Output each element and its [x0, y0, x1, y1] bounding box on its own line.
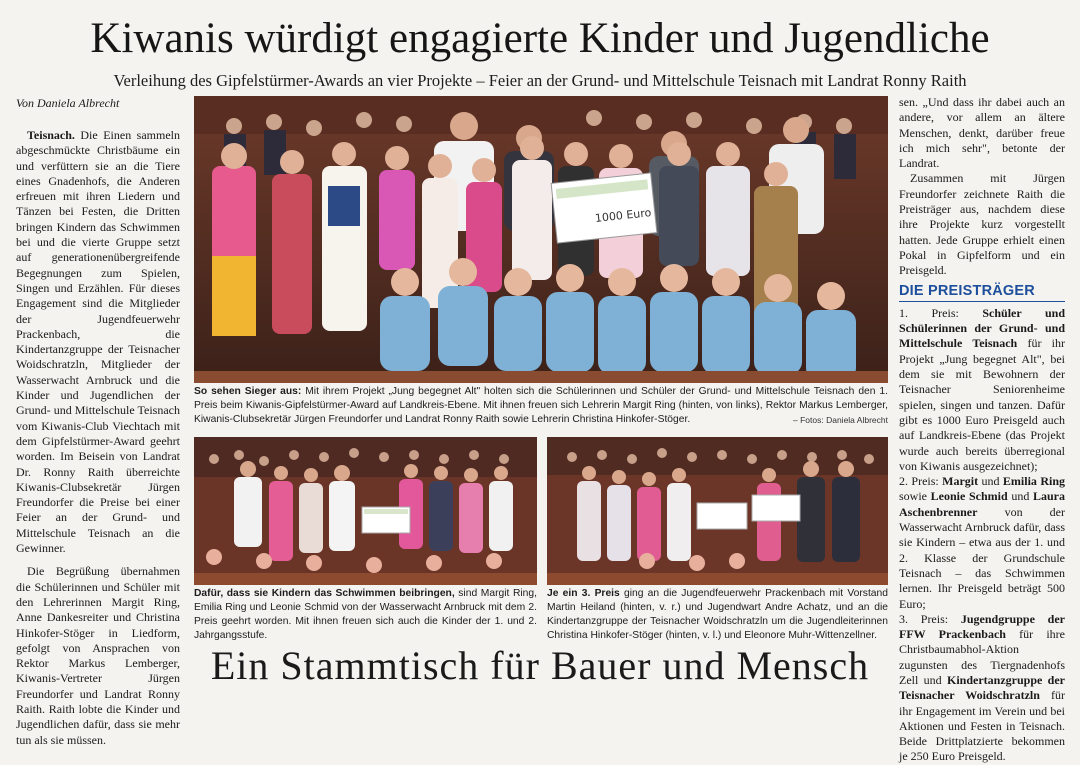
- third-prize-photo: [547, 437, 888, 585]
- left-paragraph-1: [16, 128, 180, 556]
- swim-photo-caption: [194, 587, 537, 643]
- prize-2-label: 2. Preis:: [899, 474, 943, 489]
- right-paragraph-1: sen. „Und dass ihr dabei auch an andere, vor allem an ältere Menschen, denkt, darüber freue ich mich sehr", betonte der Landrat.: [899, 95, 1065, 171]
- prize-2-name-b: Emilia Ring: [1002, 474, 1065, 489]
- third-cheque-1: [697, 503, 747, 529]
- swim-group-photo: [194, 437, 537, 585]
- left-paragraph-2: Die Begrüßung übernahmen die Schülerinnen und Schüler mit den Lehrerinnen Margit Ring, Anne Dankesreiter und Christina Hinkofer-Stöger in Liedform, gefolgt von Ansprachen von Rektor Markus Lemberger, Kiwanis-Vertreter Jürgen Freundorfer und Landrat Ronny Raith. Raith lobte die Kinder und Jugendlichen dafür, dass sie mehr tun als sie müssen.: [16, 564, 180, 747]
- photo-credit: – Fotos: Daniela Albrecht: [793, 415, 888, 425]
- cheque-amount: 1000 Euro: [594, 206, 652, 225]
- third-caption-lead: Je ein 3. Preis: [547, 588, 620, 599]
- article-subheadline: Verleihung des Gipfelstürmer-Awards an vier Projekte – Feier an der Grund- und Mittelschule Teisnach mit Landrat Ronny Raith: [113, 71, 967, 90]
- main-caption-text: Mit ihrem Projekt „Jung begegnet Alt" holten sich die Schülerinnen und Schüler der Grund- und Mittelschule Teisnach den 1. Preis beim Kiwanis-Gipfelstürmer-Award auf Landkreis-Ebene. Mit ihnen freuen sich Lehrerin Margit Ring (hinten, von links), Rektor Markus Lemberger, Kiwanis-Clubsekretär Jürgen Freundorfer und Landrat Ronny Raith sowie Lehrerin Christina Hinkofer-Stöger.: [194, 386, 888, 425]
- main-group-photo: [194, 96, 888, 383]
- third-cheque-2: [752, 495, 800, 521]
- swim-caption-lead: Dafür, dass sie Kindern das Schwimmen beibringen,: [194, 588, 455, 599]
- prize-1-winner: Schüler und Schülerinnen der Grund- und Mittelschule Teisnach: [899, 305, 1066, 351]
- next-article-headline-text: Ein Stammtisch für Bauer und Mensch: [210, 643, 870, 688]
- article-headline: Kiwanis würdigt engagierte Kinder und Jugendliche: [90, 15, 990, 62]
- prize-2-name-c: Leonie Schmid: [930, 489, 1008, 504]
- prize-1-entry: [899, 306, 1065, 474]
- prize-2-and-2: und: [1007, 489, 1033, 504]
- left-paragraph-1-text: Die Einen sammeln abgeschmückte Christbäume ein und verfüttern sie an die Tiere eines Gnadenhofs, die Anderen erfreuen mit ihren Liedern und Tänzen bei Festen, die Dritten bringen Kindern das Schwimmen bei und die vierte Gruppe setzt auf generationenübergreifende Begegnungen zum Spielen, Singen und Erzählen. Für dieses Engagement sind die Mitglieder der Jugendfeuerwehr Prackenbach, die Kindertanzgruppe der Teisnacher Woidschratzln, Mitglieder der Wasserwacht Arnbruck und die Kinder und Jugendlichen der Grund- und Mittelschule Teisnach vom Kiwanis-Club Viechtach mit dem Gipfelstürmer-Award geehrt worden. Im Beisein von Landrat Dr. Ronny Raith überreichte Kiwanis-Clubsekretär Jürgen Freundorfer die Preise bei einer Feier an der Grund- und Mittelschule Teisnach an die Gewinner.: [16, 128, 180, 556]
- prize-2-name-d: Laura Aschenbrenner: [899, 489, 1066, 519]
- prize-2-and-1: und: [978, 474, 1003, 489]
- article-byline: Von Daniela Albrecht: [16, 96, 120, 110]
- prize-3-entry: [899, 612, 1065, 765]
- prize-1-label: 1. Preis:: [899, 305, 983, 320]
- third-caption-text: ging an die Jugendfeuerwehr Prackenbach mit Vorstand Martin Heiland (hinten, v. r.) und Jugendwart Andre Achatz, und an die Kindertanzgruppe der Teisnacher Woidschratzln um die Jugendleiterinnen Christina Hinkofer-Stöger (hinten, v. l.) und Eleonore Muhr-Wittenzellner.: [547, 588, 888, 641]
- prize-3-text-a: für ihre Christbaumabhol-Aktion zugunsten des Tiergnadenhofs Zell und: [899, 627, 1065, 687]
- swim-caption-text: sind Margit Ring, Emilia Ring und Leonie Schmid von der Wasserwacht Arnbruck mit dem 2. Preis geehrt worden. Mit ihnen freuen sich auch die Kinder der 1. und 2. Jahrgangsstufe.: [194, 588, 537, 641]
- prize-3-winner-b: Kindertanzgruppe der Teisnacher Woidschratzln: [899, 672, 1065, 703]
- prize-2-also: sowie: [899, 489, 931, 504]
- dateline: Teisnach.: [27, 128, 75, 142]
- third-prize-caption: [547, 587, 888, 643]
- prize-2-text: von der Wasserwacht Arnbruck dafür, dass sie Kindern – etwa aus der 1. und 2. Klasse der Grundschule Teisnach – das Schwimmen lernen. Ihr Preisgeld beträgt 500 Euro;: [899, 504, 1065, 611]
- prize-3-label: 3. Preis:: [899, 611, 961, 626]
- right-paragraph-2: Zusammen mit Jürgen Freundorfer zeichnete Raith die Preisträger aus, nachdem diese ihre Projekte kurz vorgestellt hatten. Jede Gruppe erhielt einen Pokal in Gipfelform und ein Preisgeld.: [899, 171, 1065, 278]
- main-photo-caption: [194, 385, 888, 427]
- prize-2-name-a: Margit: [942, 474, 979, 489]
- main-caption-lead: So sehen Sieger aus:: [194, 386, 302, 397]
- prize-3-winner-a: Jugendgruppe der FFW Prackenbach: [899, 611, 1065, 642]
- prize-2-entry: [899, 474, 1065, 612]
- prize-1-text: für ihr Projekt „Jung begegnet Alt", bei dem sie mit Bewohnern der Teisnacher Seniorenheime spielen, singen und tanzen. Dafür gibt es 1000 Euro Preisgeld auch auf Landkreis-Ebene (das Projekt wurde auch bereits überregional von Kiwanis ausgezeichnet);: [899, 336, 1065, 473]
- prize-3-text-b: für ihr Engagement im Verein und bei Aktionen und Festen in Teisnach. Beide Drittplatzierte bekommen je 250 Euro Preisgeld.: [899, 688, 1065, 764]
- award-cheque: [551, 173, 657, 243]
- prize-winners-heading: DIE PREISTRÄGER: [899, 284, 1065, 302]
